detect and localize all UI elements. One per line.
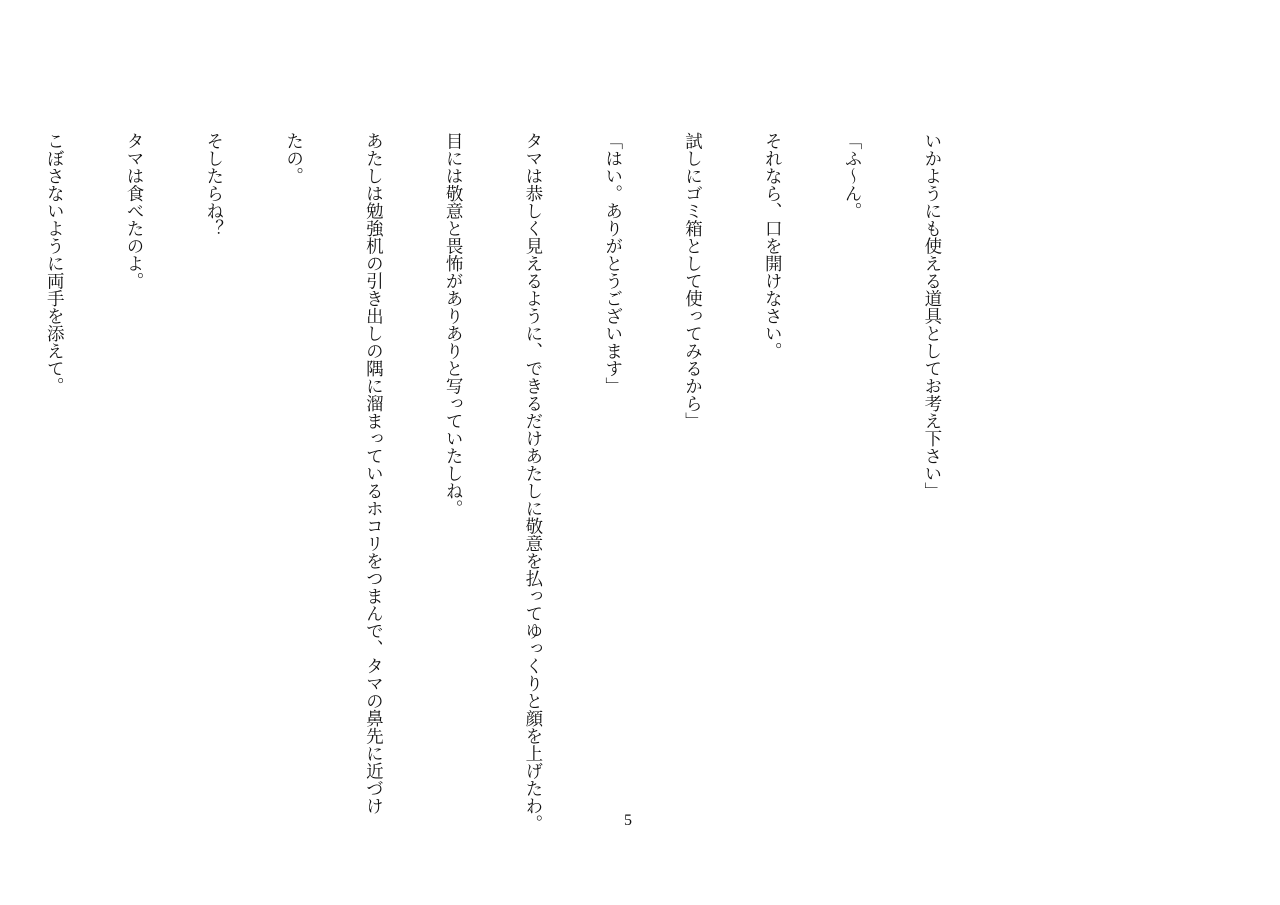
- text-line: 「ふ～ん。: [842, 132, 863, 220]
- text-line: こぼさないように両手を添えて。: [44, 132, 65, 395]
- text-line: いかようにも使える道具としてお考え下さい」: [921, 132, 942, 500]
- text-line: あたしは勉強机の引き出しの隅に溜まっているホコリをつまんで、タマの鼻先に近づけ: [363, 132, 384, 815]
- page-number: 5: [624, 812, 632, 829]
- text-line: そしたらね？: [203, 132, 224, 237]
- text-line: それなら、口を開けなさい。: [762, 132, 783, 360]
- text-line: タマは恭しく見えるように、できるだけあたしに敬意を払ってゆっくりと顔を上げたわ。: [522, 132, 543, 832]
- text-line: たの。: [283, 132, 304, 185]
- text-line: 「はい。ありがとうございます」: [602, 132, 623, 395]
- vertical-text-body: [0, 132, 998, 832]
- text-line: 目には敬意と畏怖がありありと写っていたしね。: [443, 132, 464, 517]
- text-line: 試しにゴミ箱として使ってみるから」: [682, 132, 703, 430]
- text-line: タマは食べたのよ。: [124, 132, 144, 290]
